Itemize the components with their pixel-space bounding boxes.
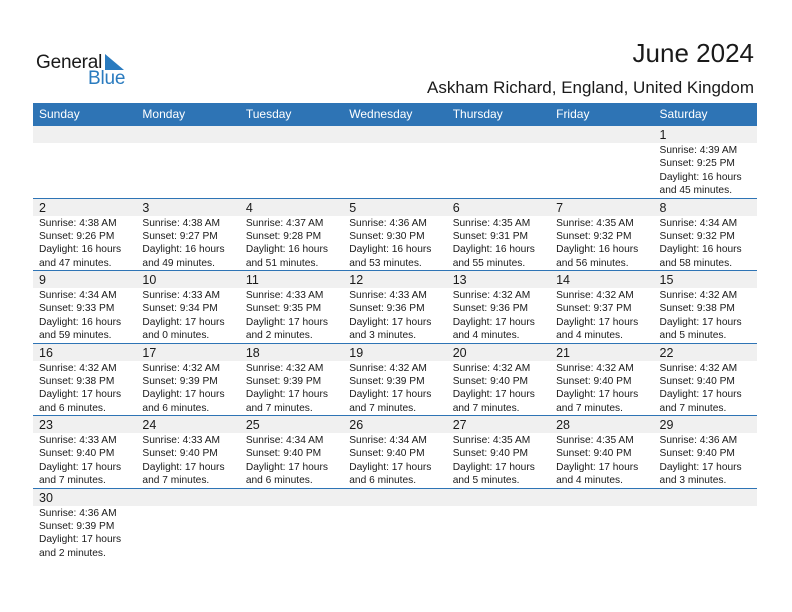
day-details [349, 288, 446, 343]
weekday-tuesday: Tuesday [245, 107, 292, 121]
sunrise-time: Sunrise: 4:35 AM [452, 435, 531, 446]
day-cell [343, 489, 446, 561]
daylight-hours: Daylight: 17 hours [349, 389, 432, 401]
day-number [556, 126, 653, 143]
day-cell [343, 126, 446, 198]
daylight-minutes: and 7 minutes. [659, 402, 727, 414]
week-cells [33, 271, 757, 343]
day-details [349, 361, 446, 416]
day-cell [550, 126, 653, 198]
daylight-minutes: and 3 minutes. [349, 330, 417, 342]
sunrise-time: Sunrise: 4:34 AM [245, 435, 324, 446]
day-number [39, 126, 136, 143]
day-cell [550, 344, 653, 416]
daylight-hours: Daylight: 17 hours [245, 389, 328, 401]
daylight-hours: Daylight: 17 hours [142, 461, 225, 473]
day-number: 25 [245, 418, 260, 432]
day-number: 22 [659, 345, 674, 360]
day-cell [550, 271, 653, 343]
day-cell [136, 344, 239, 416]
sunset-time: Sunset: 9:39 PM [39, 520, 115, 532]
day-number [349, 489, 446, 506]
day-number [246, 489, 343, 506]
day-details [246, 506, 343, 507]
day-details [556, 143, 653, 144]
sunset-time: Sunset: 9:32 PM [556, 230, 632, 242]
sunset-time: Sunset: 9:26 PM [39, 230, 115, 242]
daylight-minutes: and 6 minutes. [142, 402, 210, 414]
day-cell [136, 199, 239, 271]
day-details [39, 288, 136, 343]
daylight-minutes: and 53 minutes. [349, 257, 422, 269]
day-details [453, 361, 550, 416]
sunrise-time: Sunrise: 4:32 AM [659, 290, 738, 301]
daylight-hours: Daylight: 16 hours [142, 244, 225, 256]
sunset-time: Sunset: 9:31 PM [452, 230, 529, 242]
day-number: 19 [349, 345, 364, 360]
day-number: 20 [452, 345, 467, 360]
day-details [349, 433, 446, 488]
daylight-minutes: and 45 minutes. [659, 185, 733, 197]
sunset-time: Sunset: 9:39 PM [142, 375, 218, 387]
day-details [556, 433, 653, 488]
sunrise-time: Sunrise: 4:32 AM [659, 362, 738, 374]
sunset-time: Sunset: 9:39 PM [349, 375, 425, 387]
sunrise-time: Sunrise: 4:32 AM [39, 362, 117, 374]
day-details [142, 506, 239, 507]
sunrise-time: Sunrise: 4:38 AM [142, 217, 221, 229]
daylight-minutes: and 7 minutes. [245, 402, 313, 414]
sunset-time: Sunset: 9:40 PM [556, 448, 632, 460]
daylight-hours: Daylight: 17 hours [452, 316, 535, 328]
sunrise-time: Sunrise: 4:36 AM [659, 435, 738, 446]
day-details [660, 216, 757, 271]
weekday-monday: Monday [142, 107, 186, 121]
day-details [660, 433, 757, 488]
sunset-time: Sunset: 9:40 PM [556, 375, 632, 387]
day-number [349, 126, 446, 143]
day-cell [447, 199, 550, 271]
sunrise-time: Sunrise: 4:33 AM [142, 435, 221, 446]
daylight-hours: Daylight: 17 hours [245, 461, 328, 473]
weekday-wednesday: Wednesday [349, 107, 413, 121]
day-number: 13 [452, 273, 467, 287]
day-cell [240, 271, 343, 343]
day-details [142, 361, 239, 416]
sunset-time: Sunset: 9:33 PM [39, 303, 115, 315]
sunrise-time: Sunrise: 4:33 AM [142, 290, 221, 301]
day-details [453, 433, 550, 488]
day-number [246, 126, 343, 143]
day-number: 3 [142, 200, 150, 215]
day-details [246, 216, 343, 271]
day-number: 14 [556, 273, 571, 287]
weekday-saturday: Saturday [659, 107, 708, 121]
page-title: June 2024 [632, 38, 754, 68]
sunrise-time: Sunrise: 4:35 AM [556, 435, 634, 446]
daylight-minutes: and 6 minutes. [245, 475, 313, 487]
day-cell [33, 126, 136, 198]
day-number: 9 [39, 273, 46, 287]
sunset-time: Sunset: 9:36 PM [349, 303, 425, 315]
day-cell [33, 416, 136, 488]
daylight-hours: Daylight: 17 hours [556, 461, 639, 473]
day-details [142, 216, 239, 271]
day-number: 2 [39, 200, 46, 215]
daylight-minutes: and 58 minutes. [659, 257, 733, 269]
sunset-time: Sunset: 9:34 PM [142, 303, 218, 315]
day-cell [240, 489, 343, 561]
week-row [33, 344, 757, 417]
sunset-time: Sunset: 9:40 PM [142, 448, 218, 460]
daylight-hours: Daylight: 17 hours [142, 389, 225, 401]
day-cell [447, 416, 550, 488]
daylight-minutes: and 4 minutes. [556, 475, 623, 487]
sunset-time: Sunset: 9:40 PM [452, 375, 529, 387]
daylight-minutes: and 4 minutes. [452, 330, 520, 342]
day-cell [136, 271, 239, 343]
day-cell [447, 126, 550, 198]
day-cell [240, 344, 343, 416]
sunset-time: Sunset: 9:36 PM [452, 303, 529, 315]
day-details [142, 143, 239, 144]
daylight-hours: Daylight: 17 hours [556, 389, 639, 401]
day-number [142, 126, 239, 143]
day-cell [654, 344, 757, 416]
daylight-minutes: and 0 minutes. [142, 330, 210, 342]
day-number [142, 489, 239, 506]
sunset-time: Sunset: 9:35 PM [245, 303, 322, 315]
daylight-hours: Daylight: 17 hours [349, 316, 432, 328]
day-details [556, 506, 653, 507]
day-details [660, 361, 757, 416]
day-cell [240, 126, 343, 198]
day-number: 8 [659, 200, 667, 215]
sunrise-time: Sunrise: 4:32 AM [452, 290, 531, 301]
daylight-minutes: and 51 minutes. [245, 257, 319, 269]
day-details [556, 288, 653, 343]
day-details [142, 433, 239, 488]
day-number: 6 [452, 200, 460, 215]
sunset-time: Sunset: 9:39 PM [245, 375, 322, 387]
weekday-header-row [33, 103, 757, 126]
day-details [246, 143, 343, 144]
daylight-minutes: and 47 minutes. [39, 257, 112, 269]
sunrise-time: Sunrise: 4:35 AM [556, 217, 634, 229]
sunset-time: Sunset: 9:28 PM [245, 230, 322, 242]
sunrise-time: Sunrise: 4:32 AM [349, 362, 427, 374]
sunset-time: Sunset: 9:40 PM [659, 375, 735, 387]
day-details [349, 506, 446, 507]
day-cell [33, 271, 136, 343]
daylight-minutes: and 7 minutes. [39, 475, 106, 487]
day-number: 28 [556, 418, 571, 432]
weekday-sunday: Sunday [39, 107, 80, 121]
day-number: 18 [245, 345, 260, 360]
day-details [39, 433, 136, 488]
day-details [349, 216, 446, 271]
day-number [660, 489, 757, 506]
day-cell [550, 489, 653, 561]
daylight-minutes: and 59 minutes. [39, 330, 112, 342]
day-details [39, 143, 136, 144]
day-details [453, 288, 550, 343]
day-cell [654, 199, 757, 271]
day-details [246, 288, 343, 343]
sunset-time: Sunset: 9:30 PM [349, 230, 425, 242]
weekday-friday: Friday [556, 107, 590, 121]
daylight-hours: Daylight: 17 hours [39, 389, 122, 401]
brand-logo [36, 50, 136, 90]
day-number: 10 [142, 273, 157, 287]
week-cells [33, 199, 757, 271]
day-number: 7 [556, 200, 564, 215]
daylight-hours: Daylight: 17 hours [659, 316, 742, 328]
sunrise-time: Sunrise: 4:33 AM [245, 290, 324, 301]
daylight-hours: Daylight: 16 hours [452, 244, 535, 256]
day-details [556, 216, 653, 271]
sunset-time: Sunset: 9:40 PM [659, 448, 735, 460]
day-cell [550, 199, 653, 271]
day-cell [33, 489, 136, 561]
daylight-minutes: and 5 minutes. [452, 475, 520, 487]
sunrise-time: Sunrise: 4:35 AM [452, 217, 531, 229]
day-number: 29 [659, 418, 674, 432]
day-cell [447, 489, 550, 561]
daylight-minutes: and 2 minutes. [245, 330, 313, 342]
day-cell [240, 199, 343, 271]
sunrise-time: Sunrise: 4:34 AM [349, 435, 427, 446]
day-number: 17 [142, 345, 157, 360]
sunrise-time: Sunrise: 4:36 AM [39, 507, 117, 519]
daylight-hours: Daylight: 16 hours [556, 244, 639, 256]
day-number: 26 [349, 418, 364, 432]
week-row [33, 271, 757, 344]
daylight-minutes: and 49 minutes. [142, 257, 215, 269]
sunrise-time: Sunrise: 4:32 AM [245, 362, 324, 374]
sunrise-time: Sunrise: 4:32 AM [556, 290, 634, 301]
daylight-hours: Daylight: 17 hours [659, 389, 742, 401]
day-number: 12 [349, 273, 364, 287]
calendar-grid [33, 103, 757, 560]
sunset-time: Sunset: 9:40 PM [452, 448, 529, 460]
day-details [453, 143, 550, 144]
day-cell [447, 271, 550, 343]
day-number: 11 [245, 273, 259, 287]
daylight-hours: Daylight: 17 hours [245, 316, 328, 328]
day-details [660, 143, 757, 198]
daylight-minutes: and 7 minutes. [452, 402, 520, 414]
sunset-time: Sunset: 9:32 PM [659, 230, 735, 242]
day-details [246, 433, 343, 488]
logo-text-general: General [36, 52, 103, 73]
day-number: 5 [349, 200, 357, 215]
day-number: 15 [659, 273, 674, 287]
sunrise-time: Sunrise: 4:33 AM [349, 290, 427, 301]
day-cell [550, 416, 653, 488]
week-row [33, 126, 757, 199]
day-cell [343, 271, 446, 343]
sunrise-time: Sunrise: 4:32 AM [452, 362, 531, 374]
daylight-hours: Daylight: 17 hours [556, 316, 639, 328]
day-number [453, 126, 550, 143]
daylight-minutes: and 5 minutes. [659, 330, 727, 342]
day-cell [136, 126, 239, 198]
day-number: 21 [556, 345, 571, 360]
daylight-hours: Daylight: 16 hours [39, 316, 122, 328]
day-cell [654, 126, 757, 198]
week-row [33, 416, 757, 489]
daylight-hours: Daylight: 17 hours [142, 316, 225, 328]
daylight-hours: Daylight: 17 hours [39, 534, 122, 546]
sunrise-time: Sunrise: 4:39 AM [659, 145, 738, 156]
daylight-minutes: and 7 minutes. [349, 402, 417, 414]
day-number: 1 [659, 128, 667, 142]
week-cells [33, 416, 757, 488]
week-cells [33, 126, 757, 198]
day-number [453, 489, 550, 506]
daylight-minutes: and 56 minutes. [556, 257, 629, 269]
sunrise-time: Sunrise: 4:33 AM [39, 435, 117, 446]
sunrise-time: Sunrise: 4:34 AM [659, 217, 738, 229]
daylight-hours: Daylight: 17 hours [349, 461, 432, 473]
location-subtitle: Askham Richard, England, United Kingdom [427, 78, 754, 97]
day-cell [136, 489, 239, 561]
daylight-minutes: and 7 minutes. [142, 475, 210, 487]
sunset-time: Sunset: 9:40 PM [349, 448, 425, 460]
sunrise-time: Sunrise: 4:38 AM [39, 217, 117, 229]
daylight-hours: Daylight: 16 hours [349, 244, 432, 256]
daylight-minutes: and 3 minutes. [659, 475, 727, 487]
daylight-minutes: and 2 minutes. [39, 547, 106, 559]
daylight-hours: Daylight: 17 hours [39, 461, 122, 473]
sunrise-time: Sunrise: 4:32 AM [142, 362, 221, 374]
sunrise-time: Sunrise: 4:37 AM [245, 217, 324, 229]
sunset-time: Sunset: 9:40 PM [39, 448, 115, 460]
day-cell [343, 344, 446, 416]
daylight-hours: Daylight: 16 hours [659, 244, 742, 256]
daylight-minutes: and 55 minutes. [452, 257, 526, 269]
day-cell [654, 416, 757, 488]
daylight-minutes: and 6 minutes. [349, 475, 417, 487]
daylight-hours: Daylight: 16 hours [245, 244, 328, 256]
sunset-time: Sunset: 9:25 PM [659, 158, 735, 170]
daylight-hours: Daylight: 16 hours [659, 171, 742, 183]
day-cell [343, 416, 446, 488]
weekday-thursday: Thursday [452, 107, 503, 121]
week-cells [33, 344, 757, 416]
sunrise-time: Sunrise: 4:36 AM [349, 217, 427, 229]
sunset-time: Sunset: 9:37 PM [556, 303, 632, 315]
sunset-time: Sunset: 9:38 PM [659, 303, 735, 315]
day-cell [654, 489, 757, 561]
day-number [556, 489, 653, 506]
day-cell [33, 344, 136, 416]
day-cell [33, 199, 136, 271]
day-details [660, 288, 757, 343]
day-details [39, 216, 136, 271]
day-number: 30 [39, 490, 53, 505]
sunset-time: Sunset: 9:27 PM [142, 230, 218, 242]
weeks-container [33, 126, 757, 560]
sunrise-time: Sunrise: 4:32 AM [556, 362, 634, 374]
day-cell [343, 199, 446, 271]
day-details [142, 288, 239, 343]
daylight-minutes: and 6 minutes. [39, 402, 106, 414]
day-details [349, 143, 446, 144]
day-cell [654, 271, 757, 343]
daylight-hours: Daylight: 17 hours [452, 461, 535, 473]
day-number: 16 [39, 345, 53, 360]
day-details [556, 361, 653, 416]
daylight-hours: Daylight: 17 hours [452, 389, 535, 401]
daylight-hours: Daylight: 16 hours [39, 244, 122, 256]
day-cell [136, 416, 239, 488]
day-number: 27 [452, 418, 467, 432]
day-cell [240, 416, 343, 488]
day-details [453, 506, 550, 507]
day-details [39, 361, 136, 416]
day-number: 4 [245, 200, 253, 215]
sunset-time: Sunset: 9:40 PM [245, 448, 322, 460]
daylight-hours: Daylight: 17 hours [659, 461, 742, 473]
day-details [246, 361, 343, 416]
day-details [39, 506, 136, 561]
sunset-time: Sunset: 9:38 PM [39, 375, 115, 387]
week-row [33, 489, 757, 561]
day-cell [447, 344, 550, 416]
day-details [453, 216, 550, 271]
sunrise-time: Sunrise: 4:34 AM [39, 290, 117, 301]
daylight-minutes: and 4 minutes. [556, 330, 623, 342]
daylight-minutes: and 7 minutes. [556, 402, 623, 414]
day-number: 24 [142, 418, 157, 432]
day-details [660, 506, 757, 507]
week-row [33, 199, 757, 272]
logo-text-blue: Blue [88, 68, 126, 89]
week-cells [33, 489, 757, 561]
day-number: 23 [39, 418, 53, 432]
